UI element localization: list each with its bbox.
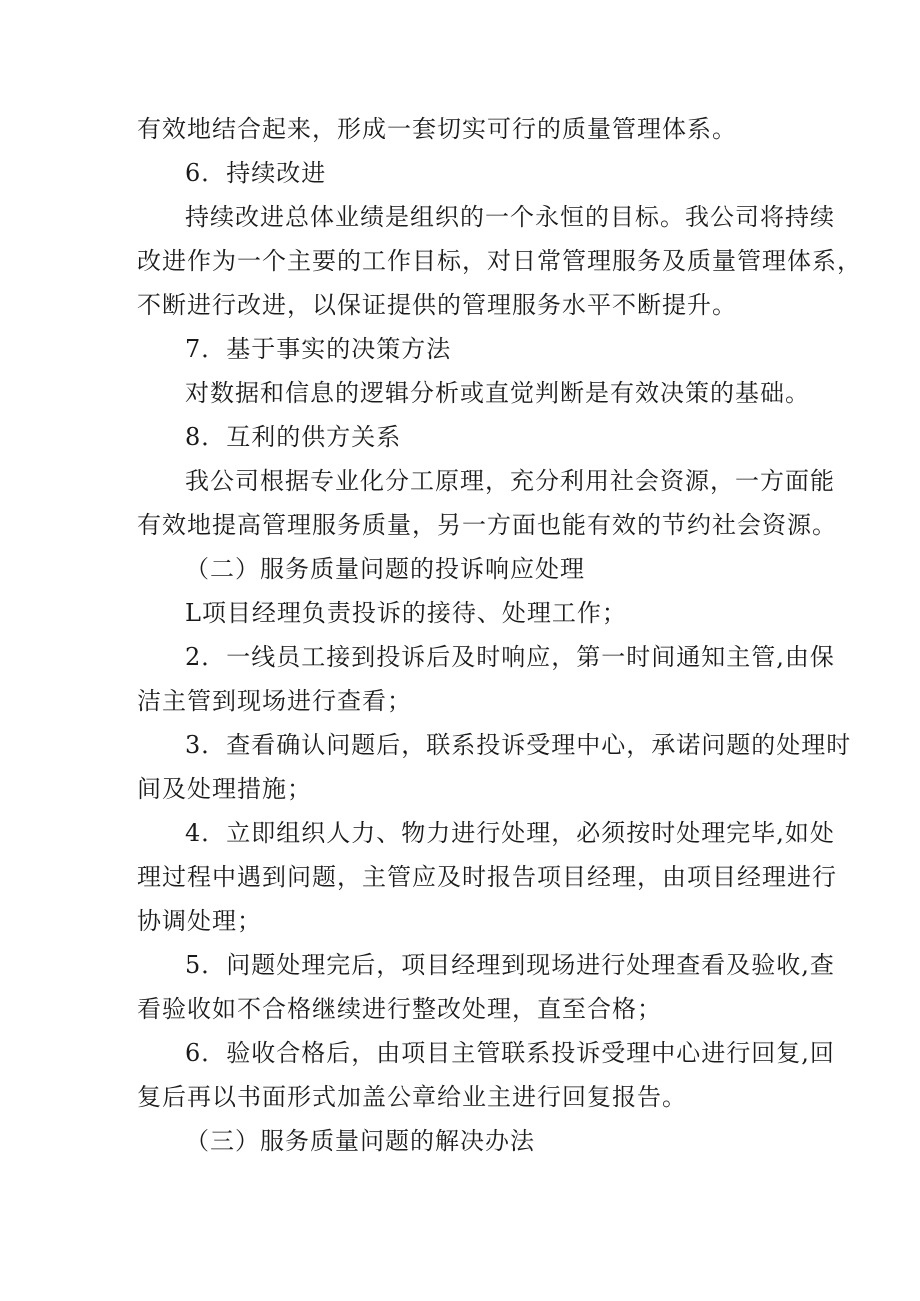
list-item-line: L项目经理负责投诉的接待、处理工作； (185, 599, 627, 627)
list-item-line: 4．立即组织人力、物力进行处理，必须按时处理完毕,如处 (185, 819, 835, 847)
list-item-line: 理过程中遇到问题，主管应及时报告项目经理，由项目经理进行 (137, 863, 837, 891)
list-item-line: 3．查看确认问题后，联系投诉受理中心，承诺问题的处理时 (185, 731, 852, 759)
list-item-line: 看验收如不合格继续进行整改处理，直至合格； (137, 995, 662, 1023)
section-heading: （二）服务质量问题的投诉响应处理 (185, 555, 585, 583)
paragraph-line: 我公司根据专业化分工原理，充分利用社会资源，一方面能 (185, 467, 835, 495)
list-item-line: 6．验收合格后，由项目主管联系投诉受理中心进行回复,回 (185, 1039, 835, 1067)
section-heading: 7．基于事实的决策方法 (185, 335, 452, 363)
paragraph-line: 对数据和信息的逻辑分析或直觉判断是有效决策的基础。 (185, 379, 810, 407)
paragraph-line: 改进作为一个主要的工作目标，对日常管理服务及质量管理体系， (137, 247, 862, 275)
list-item-line: 复后再以书面形式加盖公章给业主进行回复报告。 (137, 1083, 687, 1111)
section-heading: （三）服务质量问题的解决办法 (185, 1127, 535, 1155)
list-item-line: 洁主管到现场进行查看； (137, 687, 412, 715)
paragraph-line: 有效地结合起来，形成一套切实可行的质量管理体系。 (137, 115, 737, 143)
section-heading: 8．互利的供方关系 (185, 423, 402, 451)
section-heading: 6．持续改进 (185, 159, 327, 187)
list-item-line: 协调处理； (137, 907, 262, 935)
paragraph-line: 有效地提高管理服务质量，另一方面也能有效的节约社会资源。 (137, 511, 837, 539)
paragraph-line: 不断进行改进，以保证提供的管理服务水平不断提升。 (137, 291, 737, 319)
list-item-line: 2．一线员工接到投诉后及时响应，第一时间通知主管,由保 (185, 643, 835, 671)
list-item-line: 5．问题处理完后，项目经理到现场进行处理查看及验收,查 (185, 951, 835, 979)
paragraph-line: 持续改进总体业绩是组织的一个永恒的目标。我公司将持续 (185, 203, 835, 231)
list-item-line: 间及处理措施； (137, 775, 312, 803)
